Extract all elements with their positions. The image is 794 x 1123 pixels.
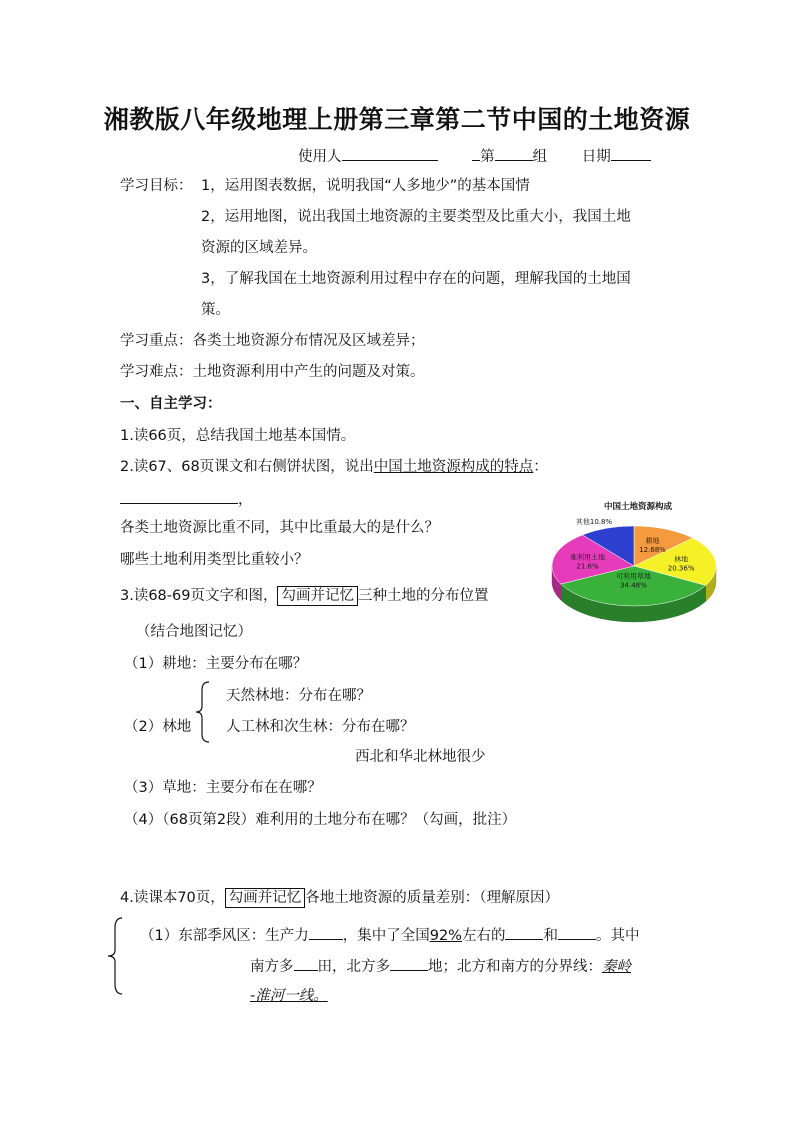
- pie-svg: [548, 498, 728, 648]
- q4-blank-1[interactable]: [505, 924, 543, 940]
- q4-g: 田，北方多: [317, 959, 390, 975]
- question-3: [120, 586, 488, 606]
- q4-blank-4[interactable]: [390, 955, 428, 971]
- q3-prefix: 3.读68-69页文字和图，: [120, 588, 278, 604]
- difficult-point: 学习难点：土地资源利用中产生的问题及对策。: [120, 364, 425, 380]
- q4-prefix: 4.读课本70页，: [120, 890, 225, 906]
- q2-sub-2: 哪些土地利用类型比重较小？: [120, 552, 309, 568]
- key-point: 学习重点：各类土地资源分布情况及区域差异；: [120, 333, 425, 349]
- pie-label-难利用土地: 难利用土地 21.6%: [570, 553, 606, 571]
- question-4: [120, 888, 559, 908]
- pie-label-可利用草地: 可利用草地 34.48%: [615, 572, 651, 590]
- goal-1: 1，运用图表数据，说明我国“人多地少”的基本国情: [201, 178, 530, 194]
- q3-boxed: 勾画并记忆: [277, 586, 358, 606]
- land-pie-chart: [548, 498, 728, 648]
- q4-d: 和: [543, 928, 558, 944]
- q3-forest-natural: 天然林地：分布在哪？: [226, 688, 371, 704]
- q4-blank-2[interactable]: [558, 924, 596, 940]
- q2-answer-line: [120, 488, 253, 510]
- q3-note: （结合地图记忆）: [136, 624, 252, 640]
- q2-underlined: 中国土地资源构成的特点: [373, 459, 534, 475]
- date-blank[interactable]: [611, 145, 651, 161]
- q3-grass: （3）草地：主要分布在在哪？: [124, 780, 322, 796]
- question-1: 1.读66页，总结我国土地基本国情。: [120, 428, 356, 444]
- page-title: 湘教版八年级地理上册第三章第二节中国的土地资源: [103, 105, 691, 134]
- q3-forest-note: 西北和华北林地很少: [355, 749, 486, 765]
- user-blank[interactable]: [342, 145, 438, 161]
- q3-hard-land: （4）（68页第2段）难利用的土地分布在哪？（勾画，批注）: [124, 812, 517, 828]
- q4-f: 南方多: [250, 959, 294, 975]
- date-label: 日期: [581, 149, 611, 165]
- pie-label-耕地: 耕地 12.68%: [639, 537, 666, 555]
- q2-suffix: ：: [533, 459, 548, 475]
- goals-label: 学习目标：: [120, 178, 193, 194]
- q4-h: 地；北方和南方的分界线：: [428, 959, 602, 975]
- q2-prefix: 2.读67、68页课文和右侧饼状图，说出: [120, 459, 374, 475]
- group-blank[interactable]: [495, 145, 533, 161]
- q4-c: 左右的: [461, 928, 506, 944]
- q4-blank-productivity[interactable]: [309, 924, 343, 940]
- goal-2-cont: 资源的区域差异。: [201, 240, 317, 256]
- q3-suffix: 三种土地的分布位置: [357, 588, 489, 604]
- q2-comma: ，: [238, 492, 253, 508]
- user-label: 使用人: [298, 149, 342, 165]
- header-fields: [298, 145, 651, 167]
- group-suffix: 组: [532, 149, 548, 165]
- q2-answer-blank[interactable]: [120, 488, 238, 504]
- q3-forest-artificial: 人工林和次生林：分布在哪？: [226, 719, 415, 735]
- q4-brace: [106, 916, 124, 996]
- forest-brace: [195, 680, 211, 744]
- pie-title: 中国土地资源构成: [603, 502, 673, 512]
- group-prefix: 第: [480, 149, 495, 165]
- q4-a: （1）东部季风区：生产力: [140, 928, 309, 944]
- q3-forest-label: （2）林地: [124, 719, 192, 735]
- q4-blank-3[interactable]: [294, 955, 318, 971]
- goal-2: 2，运用地图，说出我国土地资源的主要类型及比重大小，我国土地: [201, 209, 631, 225]
- q4-boundary-2: -淮河一线。: [250, 988, 328, 1004]
- q4-sub-line-2: [250, 955, 631, 977]
- q4-b: ，集中了全国: [342, 928, 430, 944]
- pie-label-其他: 其他10.8%: [575, 518, 613, 526]
- q4-sub-line-3: [250, 986, 328, 1006]
- q4-pct: 92%: [429, 928, 462, 944]
- group-pre-blank: [472, 145, 480, 161]
- q4-suffix: 各地土地资源的质量差别：（理解原因）: [305, 890, 560, 906]
- q2-sub-1: 各类土地资源比重不同，其中比重最大的是什么？: [120, 520, 439, 536]
- q4-e: 。其中: [595, 928, 640, 944]
- q3-farmland: （1）耕地：主要分布在哪？: [124, 656, 308, 672]
- pie-label-林地: 林地 20.36%: [667, 555, 695, 573]
- goal-3: 3，了解我国在土地资源利用过程中存在的问题，理解我国的土地国: [201, 271, 631, 287]
- q4-boxed: 勾画并记忆: [225, 888, 306, 908]
- section-heading: 一、自主学习：: [120, 396, 222, 412]
- question-2: [120, 457, 548, 477]
- goal-3-cont: 策。: [201, 302, 230, 318]
- q4-sub-line-1: [140, 924, 639, 946]
- q4-boundary-1: 秦岭: [602, 959, 631, 975]
